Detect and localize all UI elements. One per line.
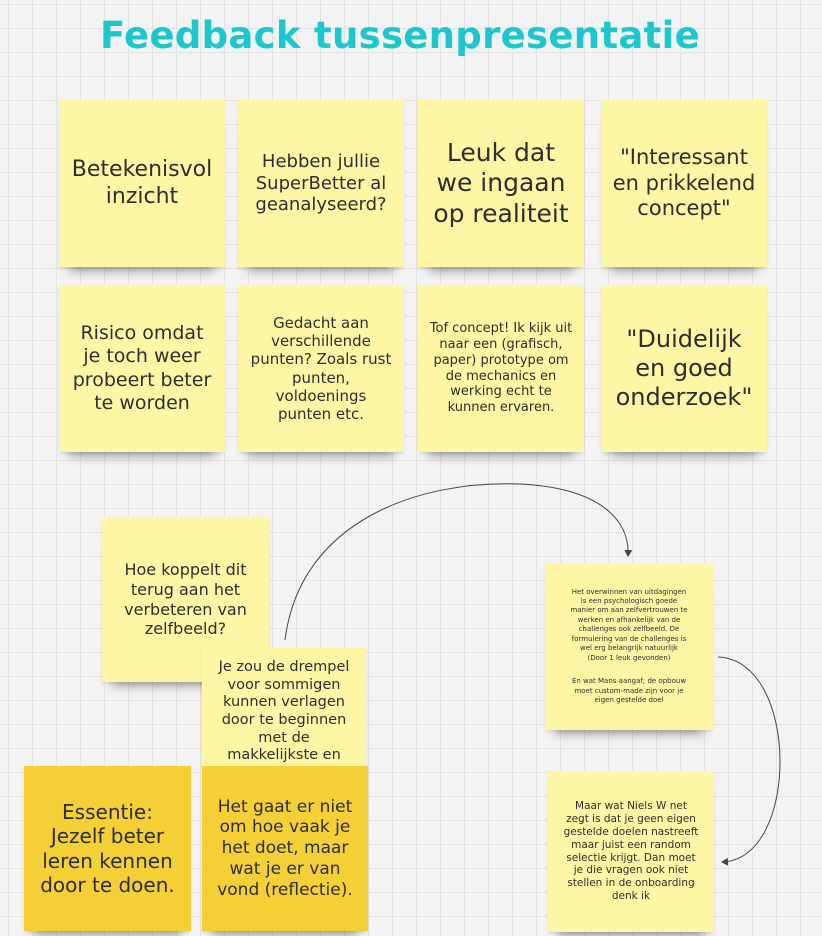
connector-arrow-2: [718, 657, 780, 862]
sticky-note-uitdagingen[interactable]: [545, 563, 713, 730]
sticky-note-punten[interactable]: Gedacht aan verschillende punten? Zoals rust punten, voldoenings punten etc.: [238, 285, 404, 452]
uitdagingen-text: Het overwinnen van uitdagingen is een psychologisch goede manier om aan zelfvertrouwen te werken en afhankelijk van de challenges ook zelfbeeld. De formulering van de challenges is wel erg belangrijk natuurlijk (Door 1 leuk gevonden) En wat Mans aangaf; de opbouw moet custom-made zijn voor je eigen gestelde doel: [570, 587, 688, 704]
sticky-note-essentie[interactable]: Essentie: Jezelf beter leren kennen door te doen.: [24, 766, 191, 931]
sticky-note-niels[interactable]: Maar wat Niels W net zegt is dat je geen eigen gestelde doelen nastreeft maar juist een random selectie krijgt. Dan moet je die vragen ook niet stellen in de onboarding denk ik: [548, 771, 714, 932]
sticky-note-duidelijk[interactable]: "Duidelijk en goed onderzoek": [601, 285, 767, 452]
sticky-note-interessant[interactable]: "Interessant en prikkelend concept": [601, 100, 767, 267]
sticky-note-risico[interactable]: Risico omdat je toch weer probeert beter te worden: [59, 285, 225, 452]
sticky-note-prototype[interactable]: Tof concept! Ik kijk uit naar een (grafisch, paper) prototype om de mechanics en werking echt te kunnen ervaren.: [418, 285, 584, 452]
sticky-note-drempel[interactable]: Je zou de drempel voor sommigen kunnen verlagen door te beginnen met de makkelijkste en: [202, 647, 366, 767]
sticky-note-superbetter[interactable]: Hebben jullie SuperBetter al geanalyseerd?: [238, 100, 404, 267]
sticky-note-betekenisvol[interactable]: Betekenisvol inzicht: [59, 100, 225, 267]
sticky-note-realiteit[interactable]: Leuk dat we ingaan op realiteit: [418, 100, 584, 267]
sticky-note-zelfbeeld[interactable]: Hoe koppelt dit terug aan het verbeteren van zelfbeeld?: [102, 517, 269, 682]
sticky-note-reflectie[interactable]: Het gaat er niet om hoe vaak je het doet, maar wat je er van vond (reflectie).: [202, 766, 368, 931]
board-title: Feedback tussenpresentatie: [99, 14, 701, 57]
